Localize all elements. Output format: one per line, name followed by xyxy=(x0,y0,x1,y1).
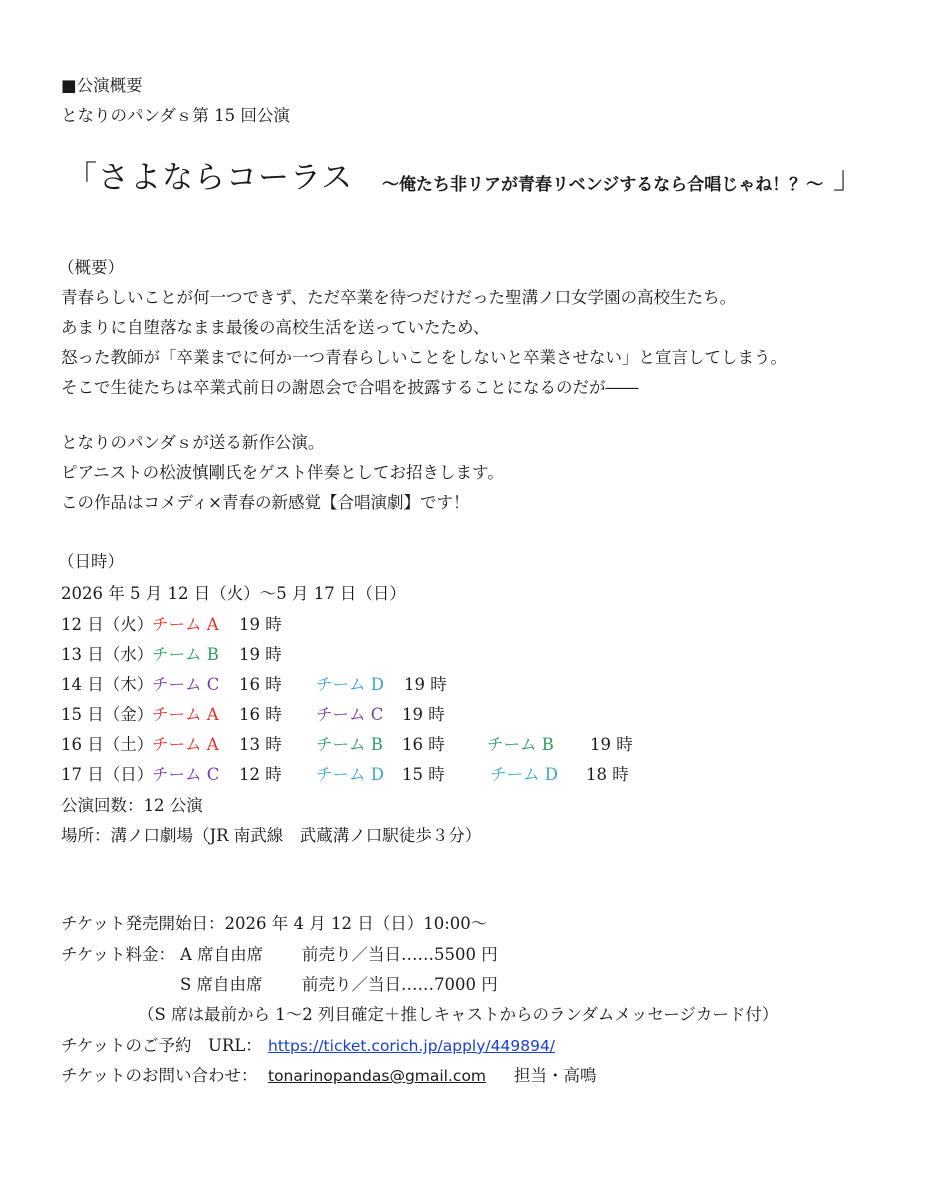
team-label: チーム B xyxy=(487,735,554,754)
overview-line: そこで生徒たちは卒業式前日の謝恩会で合唱を披露することになるのだが―― xyxy=(61,378,639,397)
show-time: 16 時 xyxy=(239,705,282,724)
title-close-bracket: 」 xyxy=(833,160,864,196)
team-label: チーム C xyxy=(316,705,384,724)
team-label: チーム C xyxy=(152,765,220,784)
show-time: 12 時 xyxy=(239,765,282,784)
overview-line: 青春らしいことが何一つできず、ただ卒業を待つだけだった聖溝ノ口女学園の高校生たち。 xyxy=(61,288,737,307)
schedule-day: 16 日（土） xyxy=(61,735,154,754)
overview-line: 怒った教師が「卒業までに何か一つ青春らしいことをしないと卒業させない」と宣言してしまう。 xyxy=(61,348,787,367)
team-label: チーム B xyxy=(316,735,383,754)
reserve-url-link[interactable]: https://ticket.corich.jp/apply/449894/ xyxy=(268,1037,556,1055)
performance-count: 公演回数：12 公演 xyxy=(61,796,203,815)
title-main-text: さよならコーラス xyxy=(98,160,354,196)
play-title xyxy=(66,158,353,198)
team-label: チーム D xyxy=(316,675,384,694)
team-label: チーム D xyxy=(490,765,558,784)
show-time: 16 時 xyxy=(239,675,282,694)
schedule-day: 17 日（日） xyxy=(61,765,154,784)
contact-email-link[interactable]: tonarinopandas@gmail.com xyxy=(268,1067,487,1085)
title-open-bracket: 「 xyxy=(66,160,98,196)
team-label: チーム B xyxy=(152,645,219,664)
team-label: チーム A xyxy=(152,615,219,634)
schedule-range: 2026 年 5 月 12 日（火）～5 月 17 日（日） xyxy=(61,584,406,603)
show-time: 19 時 xyxy=(590,735,633,754)
schedule-day: 15 日（金） xyxy=(61,705,154,724)
overview-heading: （概要） xyxy=(58,258,124,277)
contact-person: 担当・高鳴 xyxy=(514,1066,597,1085)
a-seat-price: 前売り／当日……5500 円 xyxy=(302,945,498,964)
promo-line: ピアニストの松波慎剛氏をゲスト伴奏としてお招きします。 xyxy=(61,463,504,482)
show-time: 19 時 xyxy=(239,645,282,664)
venue: 場所：溝ノ口劇場（JR 南武線 武蔵溝ノ口駅徒歩３分） xyxy=(61,826,482,845)
ticket-release: チケット発売開始日：2026 年 4 月 12 日（日）10:00～ xyxy=(61,914,488,933)
s-seat-price: 前売り／当日……7000 円 xyxy=(302,975,498,994)
reserve-label: チケットのご予約 URL： xyxy=(61,1036,262,1055)
schedule-day: 14 日（木） xyxy=(61,675,154,694)
team-label: チーム C xyxy=(152,675,220,694)
show-time: 18 時 xyxy=(586,765,629,784)
section-label: ■公演概要 xyxy=(61,76,143,95)
promo-line: となりのパンダｓが送る新作公演。 xyxy=(61,433,325,452)
show-time: 19 時 xyxy=(404,675,447,694)
show-time: 19 時 xyxy=(402,705,445,724)
schedule-heading: （日時） xyxy=(58,552,124,571)
show-time: 13 時 xyxy=(239,735,282,754)
s-seat-label: S 席自由席 xyxy=(180,975,263,994)
play-subtitle: ～俺たち非リアが青春リベンジするなら合唱じゃね！？～ xyxy=(382,175,824,195)
schedule-day: 13 日（水） xyxy=(61,645,154,664)
team-label: チーム A xyxy=(152,735,219,754)
s-seat-note: （S 席は最前から 1～2 列目確定＋推しキャストからのランダムメッセージカード付） xyxy=(138,1005,779,1024)
promo-line: この作品はコメディ×青春の新感覚【合唱演劇】です！ xyxy=(61,493,470,512)
a-seat-label: A 席自由席 xyxy=(180,945,264,964)
team-label: チーム A xyxy=(152,705,219,724)
show-time: 16 時 xyxy=(402,735,445,754)
schedule-day: 12 日（火） xyxy=(61,615,154,634)
show-time: 15 時 xyxy=(402,765,445,784)
contact-label: チケットのお問い合わせ： xyxy=(61,1066,258,1085)
overview-line: あまりに自堕落なまま最後の高校生活を送っていたため、 xyxy=(61,318,490,337)
ticket-price-label: チケット料金： xyxy=(61,945,176,964)
company-line: となりのパンダｓ第 15 回公演 xyxy=(61,106,290,125)
show-time: 19 時 xyxy=(239,615,282,634)
team-label: チーム D xyxy=(316,765,384,784)
